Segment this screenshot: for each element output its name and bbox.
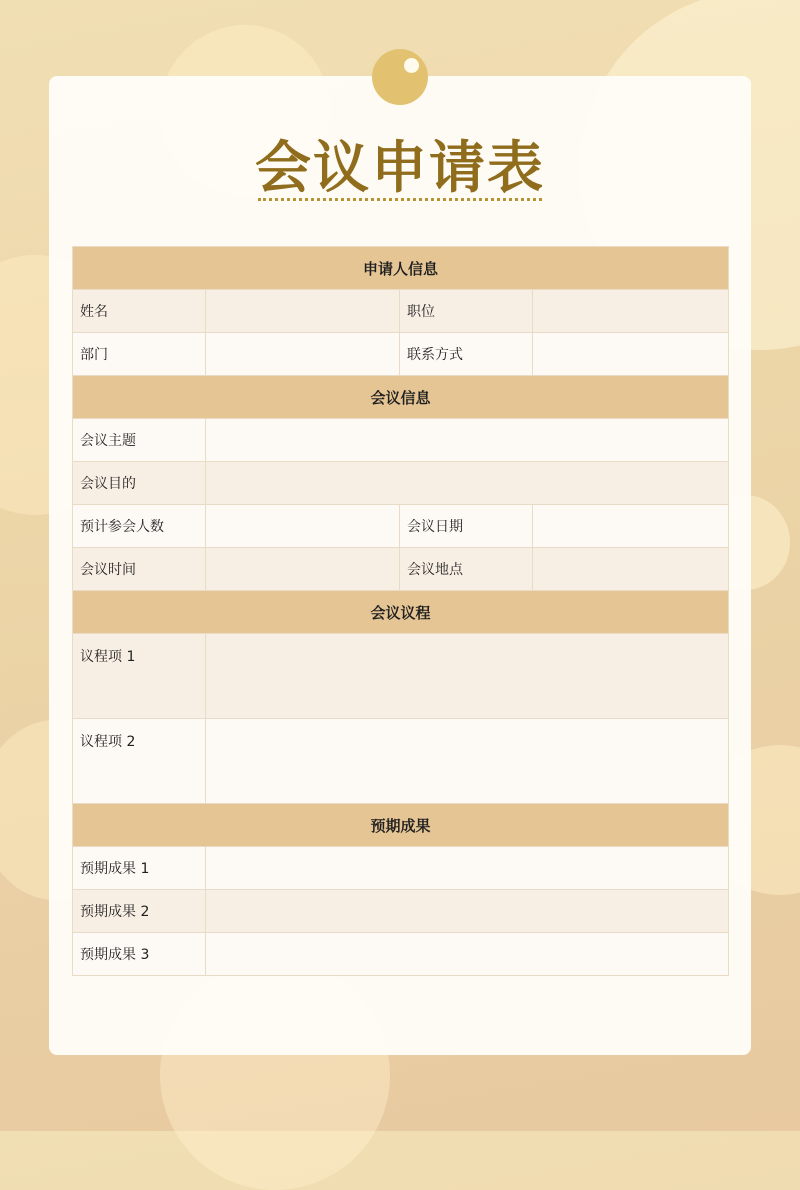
agenda-item-field[interactable] (206, 719, 729, 804)
section-header-outcomes: 预期成果 (73, 804, 729, 847)
topic-field[interactable] (206, 419, 729, 462)
outcome-label: 预期成果 3 (73, 933, 206, 976)
topic-label: 会议主题 (73, 419, 206, 462)
title-underline (258, 198, 542, 204)
attendees-label: 预计参会人数 (73, 505, 206, 548)
department-field[interactable] (206, 333, 400, 376)
page-title: 会议申请表 (255, 136, 545, 201)
location-label: 会议地点 (400, 548, 533, 591)
outcome-label: 预期成果 2 (73, 890, 206, 933)
agenda-item-field[interactable] (206, 634, 729, 719)
date-label: 会议日期 (400, 505, 533, 548)
position-label: 职位 (400, 290, 533, 333)
time-field[interactable] (206, 548, 400, 591)
name-label: 姓名 (73, 290, 206, 333)
department-label: 部门 (73, 333, 206, 376)
purpose-label: 会议目的 (73, 462, 206, 505)
pin-icon (372, 49, 428, 105)
section-header-agenda: 会议议程 (73, 591, 729, 634)
purpose-field[interactable] (206, 462, 729, 505)
agenda-item-label: 议程项 1 (73, 634, 206, 719)
name-field[interactable] (206, 290, 400, 333)
outcome-label: 预期成果 1 (73, 847, 206, 890)
position-field[interactable] (533, 290, 729, 333)
outcome-field[interactable] (206, 847, 729, 890)
outcome-field[interactable] (206, 933, 729, 976)
application-form (72, 246, 729, 976)
pin-highlight (404, 58, 419, 73)
section-header-meeting: 会议信息 (73, 376, 729, 419)
attendees-field[interactable] (206, 505, 400, 548)
location-field[interactable] (533, 548, 729, 591)
contact-label: 联系方式 (400, 333, 533, 376)
contact-field[interactable] (533, 333, 729, 376)
outcome-field[interactable] (206, 890, 729, 933)
date-field[interactable] (533, 505, 729, 548)
time-label: 会议时间 (73, 548, 206, 591)
agenda-item-label: 议程项 2 (73, 719, 206, 804)
section-header-applicant: 申请人信息 (73, 247, 729, 290)
